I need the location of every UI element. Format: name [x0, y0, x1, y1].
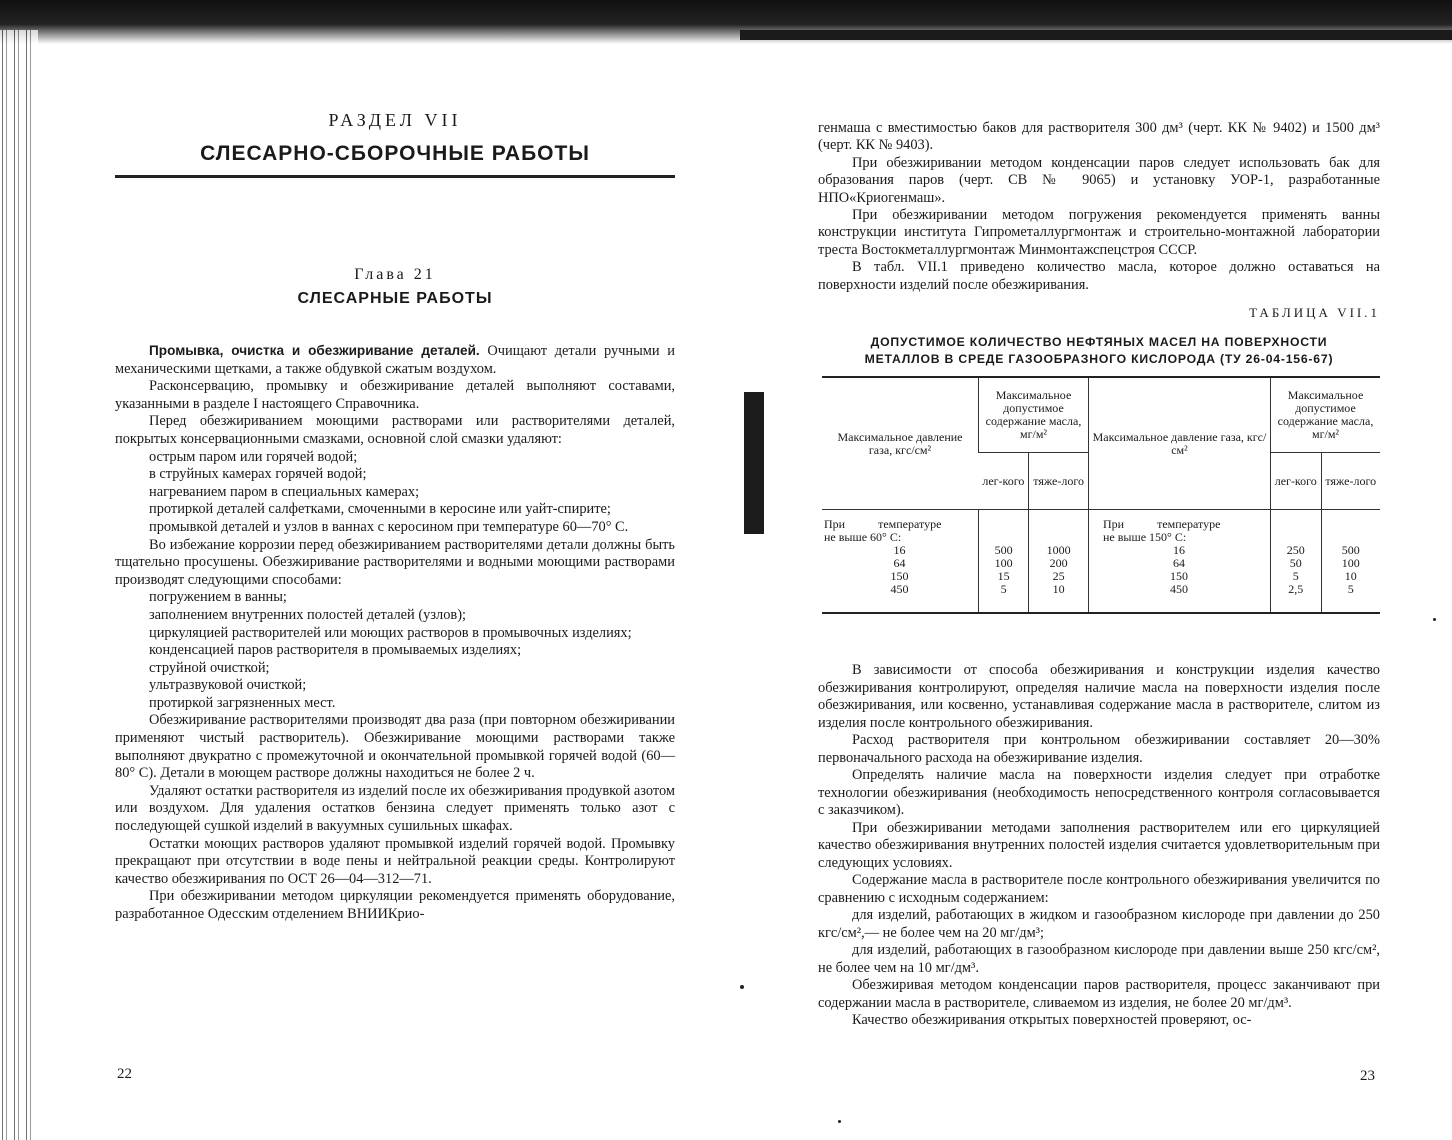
light-value: 2,5 [1288, 582, 1304, 596]
table-title-line: ДОПУСТИМОЕ КОЛИЧЕСТВО НЕФТЯНЫХ МАСЕЛ НА ПОВЕРХНОСТИ [870, 335, 1328, 349]
list-item: нагреванием паром в специальных камерах; [149, 483, 420, 500]
section-rule [115, 175, 675, 178]
heavy-value: 500 [1341, 543, 1360, 557]
condition-line: не выше 150° С: [1102, 530, 1187, 544]
section-title: СЛЕСАРНО-СБОРОЧНЫЕ РАБОТЫ [200, 142, 590, 165]
list-item: струйной очисткой; [149, 659, 270, 676]
table-cell-light [1270, 516, 1321, 598]
paragraph: Расход растворителя при контрольном обезжиривании составляет 20—30% первоначального расхода на обезжиривание изделия. [818, 732, 1380, 766]
paragraph: В зависимости от способа обезжиривания и конструкции изделия качество обезжиривания контролируют, определяя наличие масла на поверхности изделия после обезжиривания, или косвенно, устанавливая содержание масла в растворителе, слитом из изделия после контрольного обезжиривания. [818, 662, 1380, 731]
heavy-value: 1000 [1046, 543, 1071, 557]
paragraph: Остатки моющих растворов удаляют промывкой изделий горячей водой. Промывку прекращают при отсутствии в воде пены и нейтральной реакции среды. Контролируют качество обезжиривания по ОСТ 26—04—312—71. [115, 835, 675, 887]
header-max-content: Максимальное допустимое содержание масла, мг/м² [979, 377, 1089, 453]
paragraph-lead: Промывка, очистка и обезжиривание деталей. [149, 343, 480, 358]
header-heavy: тяже-лого [1321, 453, 1380, 510]
paragraph: При обезжиривании методом конденсации паров следует использовать бак для образования паров (черт. СВ № 9065) и установку УОР-1, разработанные НПО«Криогенмаш». [818, 154, 1380, 206]
pressure-value: 64 [1172, 556, 1185, 570]
chapter-title: СЛЕСАРНЫЕ РАБОТЫ [297, 290, 493, 307]
table-label: ТАБЛИЦА VII.1 [1249, 305, 1380, 320]
paragraph: Перед обезжириванием моющими растворами или растворителями деталей, покрытых консервационными смазками, основной слой смазки удаляют: [115, 413, 675, 447]
paragraph: В табл. VII.1 приведено количество масла, которое должно оставаться на поверхности изделий после обезжиривания. [818, 259, 1380, 293]
list-item: ультразвуковой очисткой; [149, 677, 307, 694]
heavy-value: 100 [1341, 556, 1360, 570]
paragraph: Во избежание коррозии перед обезжириванием растворителями детали должны быть тщательно просушены. Обезжиривание растворителями и водными моющими растворами производят следующими способами: [115, 536, 675, 588]
table-cell-heavy [1321, 516, 1380, 598]
list-item: в струйных камерах горячей водой; [149, 466, 367, 483]
header-light: лег-кого [979, 453, 1029, 510]
list-item: промывкой деталей и узлов в ваннах с керосином при температуре 60—70° С. [149, 518, 629, 535]
light-value: 50 [1289, 556, 1302, 570]
list-item: протиркой загрязненных мест. [149, 694, 336, 711]
paragraph: Качество обезжиривания открытых поверхностей проверяют, ос- [852, 1012, 1252, 1028]
paragraph: При обезжиривании методом циркуляции рекомендуется применять оборудование, разработанное Одесским отделением ВНИИКрио- [115, 888, 675, 922]
light-value: 100 [994, 556, 1013, 570]
heavy-value: 10 [1344, 569, 1357, 583]
paragraph: При обезжиривании методом погружения рекомендуется применять ванны конструкции института Гипрометаллургмонтаж и строительно-монтажной лаборатории треста Востокметаллургмонтаж Минмонтажспецстроя СССР. [818, 207, 1380, 258]
left-page-body [115, 342, 675, 924]
condition-line: При температуре [1102, 517, 1221, 531]
scan-speck [740, 985, 744, 989]
pressure-value: 150 [890, 569, 909, 583]
heavy-value: 10 [1052, 582, 1065, 596]
oil-content-table [822, 376, 1380, 614]
paragraph: генмаша с вместимостью баков для растворителя 300 дм³ (черт. КК № 9402) и 1500 дм³ (черт. КК № 9403). [818, 120, 1380, 154]
header-max-content: Максимальное допустимое содержание масла, мг/м² [1270, 377, 1380, 453]
section-heading: РАЗДЕЛ VII [328, 110, 462, 130]
light-value: 5 [1292, 569, 1299, 583]
list-item: протиркой деталей салфетками, смоченными в керосине или уайт-спирите; [149, 501, 611, 518]
paragraph [115, 342, 675, 378]
paragraph: Удаляют остатки растворителя из изделий после их обезжиривания продувкой азотом или воздухом. Для удаления остатков бензина следует применять только азот с последующей сушкой изделий в вакуумных сушильных шкафах. [115, 782, 676, 835]
paragraph: Определять наличие масла на поверхности изделия следует при отработке технологии обезжиривания (необходимость непосредственного контроля согласовывается с заказчиком). [818, 767, 1380, 818]
table-cell-light [979, 516, 1029, 598]
paragraph: Содержание масла в растворителе после контрольного обезжиривания увеличится по сравнению с исходным содержанием: [818, 872, 1380, 906]
pressure-value: 450 [890, 582, 909, 596]
heavy-value: 200 [1049, 556, 1068, 570]
paragraph: Расконсервацию, промывку и обезжиривание деталей выполняют составами, указанными в разделе I настоящего Справочника. [115, 378, 675, 412]
list-item: циркуляцией растворителей или моющих растворов в промывочных изделиях; [149, 624, 632, 641]
header-pressure: Максимальное давление газа, кгс/см² [822, 377, 979, 510]
list-item: заполнением внутренних полостей деталей (узлов); [149, 606, 466, 623]
table-title-line: МЕТАЛЛОВ В СРЕДЕ ГАЗООБРАЗНОГО КИСЛОРОДА (ТУ 26-04-156-67) [864, 352, 1334, 366]
scan-speck [1433, 618, 1436, 621]
header-pressure: Максимальное давление газа, кгс/см² [1088, 377, 1270, 510]
table-cell-condition [822, 516, 979, 598]
light-value: 5 [1000, 582, 1007, 596]
table-cell-heavy [1029, 516, 1089, 598]
light-value: 250 [1286, 543, 1305, 557]
light-value: 500 [994, 543, 1013, 557]
scan-speck [838, 1120, 841, 1123]
page-number-right: 23 [1360, 1068, 1375, 1084]
scan-left-edge [0, 30, 38, 1140]
heavy-value: 5 [1347, 582, 1354, 596]
right-page-body-top [818, 120, 1380, 294]
paragraph-text: Очищают детали ручными и механическими щетками, а также обдувкой сжатым воздухом. [115, 343, 675, 377]
pressure-value: 150 [1169, 569, 1188, 583]
paragraph: для изделий, работающих в жидком и газообразном кислороде при давлении до 250 кгс/см²,— не более чем на 20 мг/дм³; [818, 907, 1380, 941]
paragraph: При обезжиривании методами заполнения растворителем или его циркуляцией качество обезжиривания внутренних полостей изделия считается удовлетворительным при следующих условиях. [818, 819, 1380, 871]
table-cell-condition [1088, 516, 1270, 598]
pressure-value: 64 [893, 556, 906, 570]
right-page-body-bottom [818, 662, 1380, 1030]
list-item: конденсацией паров растворителя в промываемых изделиях; [149, 642, 522, 659]
pressure-value: 16 [1172, 543, 1185, 557]
paragraph: Обезжиривание растворителями производят два раза (при повторном обезжиривании применяют чистый растворитель). Обезжиривание моющими растворами также выполняют двукратно с промежуточной и окончательной промывкой горячей водой (60—80° С). Детали в моющем растворе должны находиться не более 2 ч. [115, 712, 675, 782]
page-number-left: 22 [117, 1066, 132, 1082]
condition-line: При температуре [824, 517, 942, 531]
pressure-value: 16 [893, 543, 906, 557]
table-title [818, 334, 1380, 368]
paragraph: для изделий, работающих в газообразном кислороде при давлении выше 250 кгс/см², не более чем на 10 мг/дм³. [818, 942, 1380, 976]
book-spine-shadow [744, 392, 764, 534]
pressure-value: 450 [1169, 582, 1188, 596]
light-value: 15 [997, 569, 1010, 583]
scan-top-shadow [0, 0, 1452, 44]
heavy-value: 25 [1052, 569, 1065, 583]
list-item: острым паром или горячей водой; [149, 448, 358, 465]
header-light: лег-кого [1270, 453, 1321, 510]
chapter-number: Глава 21 [354, 266, 436, 283]
condition-line: не выше 60° С: [824, 530, 902, 544]
list-item: погружением в ванны; [149, 589, 287, 606]
header-heavy: тяже-лого [1029, 453, 1089, 510]
paragraph: Обезжиривая методом конденсации паров растворителя, процесс заканчивают при содержании масла в растворителе, сливаемом из изделия, не более 20 мг/дм³. [818, 977, 1380, 1011]
